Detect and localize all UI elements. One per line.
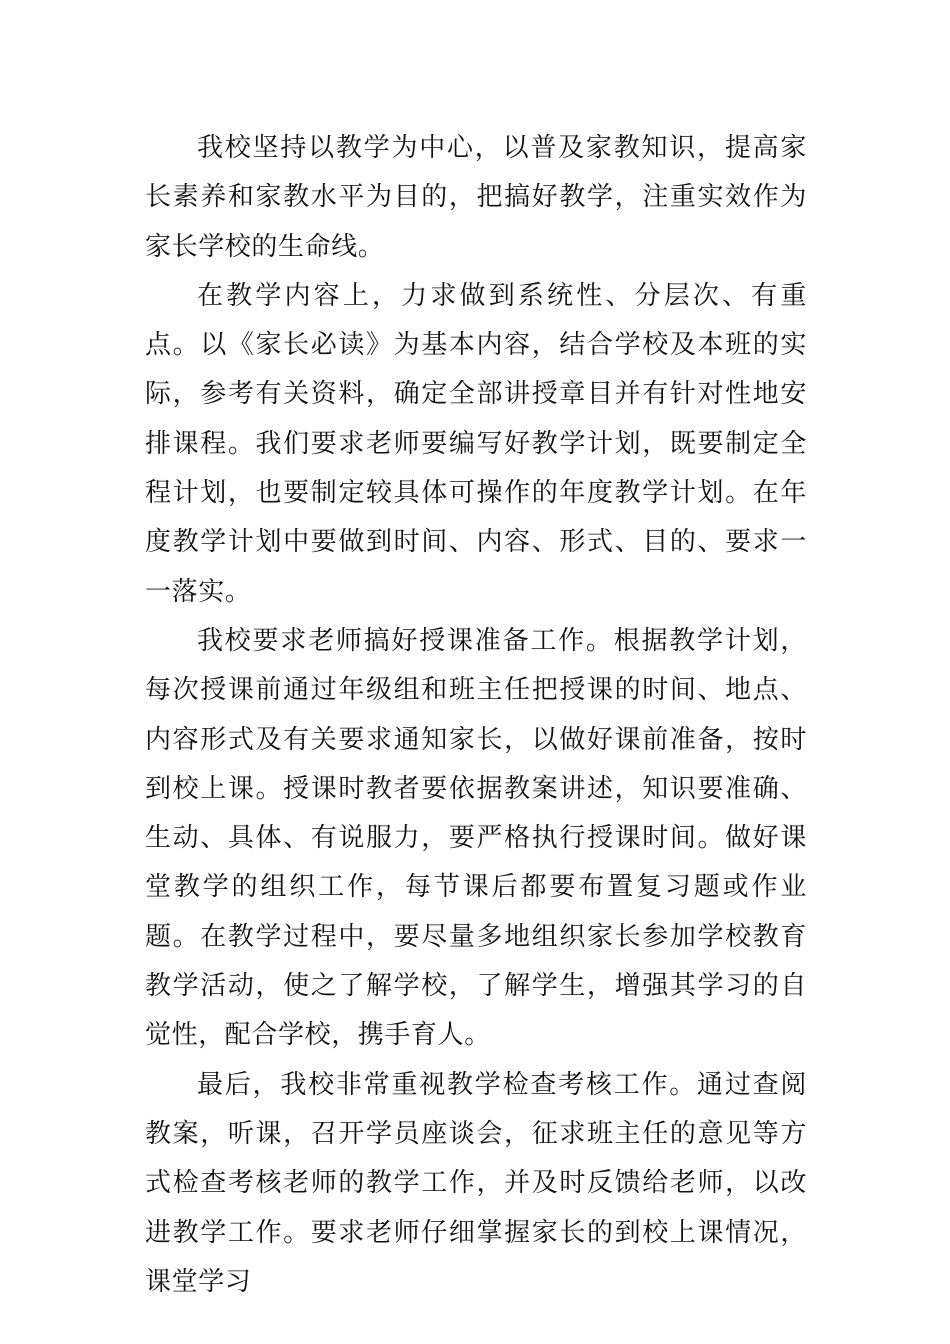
paragraph-teaching-content: 在教学内容上，力求做到系统性、分层次、有重点。以《家长必读》为基本内容，结合学校及本班的实际，参考有关资料，确定全部讲授章目并有针对性地安排课程。我们要求老师要编写好教学计划，既要制定全程计划，也要制定较具体可操作的年度教学计划。在年度教学计划中要做到时间、内容、形式、目的、要求一一落实。	[145, 280, 807, 607]
paragraph-teaching-center: 我校坚持以教学为中心，以普及家教知识，提高家长素养和家教水平为目的，把搞好教学，注重实效作为家长学校的生命线。	[145, 133, 807, 262]
document-body	[145, 124, 807, 1307]
paragraph-lesson-preparation: 我校要求老师搞好授课准备工作。根据教学计划，每次授课前通过年级组和班主任把授课的时间、地点、内容形式及有关要求通知家长，以做好课前准备，按时到校上课。授课时教者要依据教案讲述，知识要准确、生动、具体、有说服力，要严格执行授课时间。做好课堂教学的组织工作，每节课后都要布置复习题或作业题。在教学过程中，要尽量多地组织家长参加学校教育教学活动，使之了解学校，了解学生，增强其学习的自觉性，配合学校，携手育人。	[145, 625, 807, 1051]
paragraph-inspection-assessment: 最后，我校非常重视教学检查考核工作。通过查阅教案，听课，召开学员座谈会，征求班主任的意见等方式检查考核老师的教学工作，并及时反馈给老师，以改进教学工作。要求老师仔细掌握家长的到校上课情况，课堂学习	[145, 1069, 807, 1297]
